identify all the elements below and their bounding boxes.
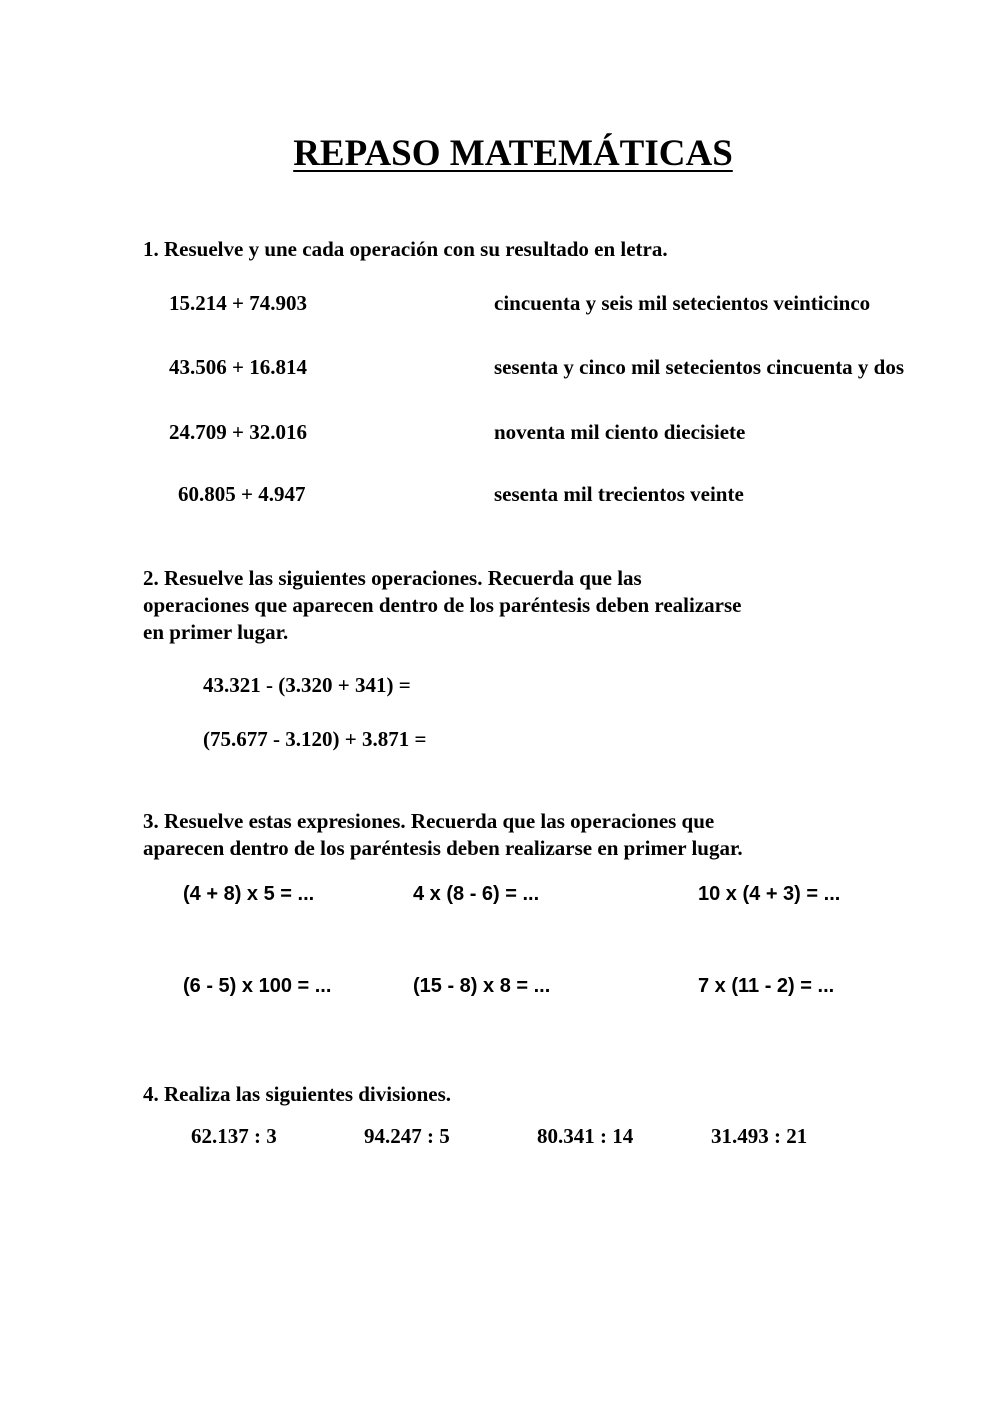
division-2: 94.247 : 5 xyxy=(364,1124,450,1148)
operation-1: 15.214 + 74.903 xyxy=(169,291,307,315)
expression-3-2: 4 x (8 - 6) = ... xyxy=(413,883,540,905)
section-4-heading: 4. Realiza las siguientes divisiones. xyxy=(143,1082,452,1106)
division-3: 80.341 : 14 xyxy=(537,1124,634,1148)
operation-4: 60.805 + 4.947 xyxy=(178,482,306,506)
operation-2: 43.506 + 16.814 xyxy=(169,355,307,379)
word-answer-1: cincuenta y seis mil setecientos veinticinco xyxy=(494,291,871,315)
section-3-heading-line-2: aparecen dentro de los paréntesis deben realizarse en primer lugar. xyxy=(143,836,743,860)
expression-3-5: (15 - 8) x 8 = ... xyxy=(413,975,551,997)
operation-3: 24.709 + 32.016 xyxy=(169,420,307,444)
section-1-heading: 1. Resuelve y une cada operación con su resultado en letra. xyxy=(143,237,668,261)
expression-2-2: (75.677 - 3.120) + 3.871 = xyxy=(203,727,427,751)
section-3-heading-line-1: 3. Resuelve estas expresiones. Recuerda que las operaciones que xyxy=(143,809,715,833)
word-answer-2: sesenta y cinco mil setecientos cincuenta y dos xyxy=(494,355,905,379)
expression-3-4: (6 - 5) x 100 = ... xyxy=(183,975,332,997)
division-1: 62.137 : 3 xyxy=(191,1124,277,1148)
division-4: 31.493 : 21 xyxy=(711,1124,808,1148)
word-answer-4: sesenta mil trecientos veinte xyxy=(494,482,744,506)
section-2-heading-line-3: en primer lugar. xyxy=(143,620,289,644)
section-2-heading-line-2: operaciones que aparecen dentro de los paréntesis deben realizarse xyxy=(143,593,742,617)
expression-3-3: 10 x (4 + 3) = ... xyxy=(698,883,841,905)
section-2-heading-line-1: 2. Resuelve las siguientes operaciones. Recuerda que las xyxy=(143,566,642,590)
word-answer-3: noventa mil ciento diecisiete xyxy=(494,420,746,444)
expression-3-1: (4 + 8) x 5 = ... xyxy=(183,883,315,905)
page-title: REPASO MATEMÁTICAS xyxy=(293,133,733,174)
expression-2-1: 43.321 - (3.320 + 341) = xyxy=(203,673,411,697)
expression-3-6: 7 x (11 - 2) = ... xyxy=(698,975,835,997)
